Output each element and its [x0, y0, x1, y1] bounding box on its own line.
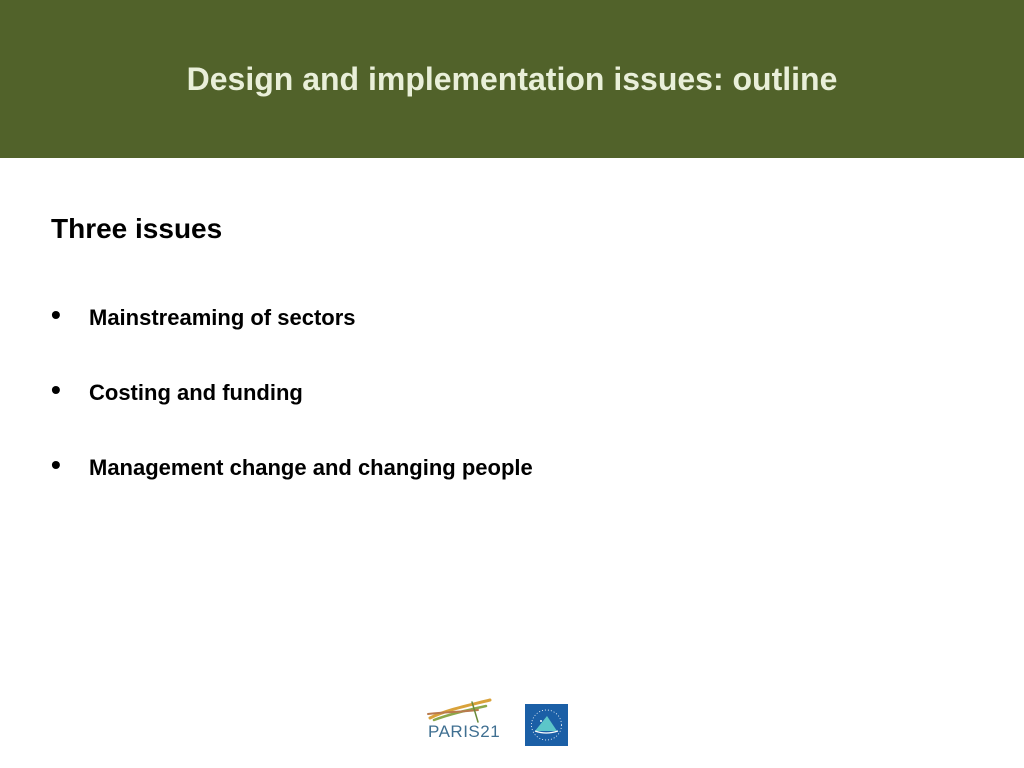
bullet-dot-icon: • — [51, 374, 61, 405]
paris21-logo — [426, 698, 501, 748]
bullet-dot-icon: • — [51, 299, 61, 330]
bullet-list — [51, 300, 533, 525]
slide-title: Design and implementation issues: outline — [186, 61, 838, 97]
paris21-wordmark: PARIS21 — [428, 722, 501, 741]
footer-logos — [0, 696, 1024, 756]
bullet-text: Mainstreaming of sectors — [89, 305, 356, 330]
bullet-item — [51, 300, 533, 375]
bullet-text: Management change and changing people — [89, 455, 533, 480]
bullet-dot-icon: • — [51, 449, 61, 480]
section-heading: Three issues — [51, 213, 223, 244]
paris21-swoosh-icon — [426, 698, 498, 724]
title-banner — [0, 0, 1024, 158]
bullet-item — [51, 375, 533, 450]
spc-logo — [525, 704, 568, 746]
bullet-text: Costing and funding — [89, 380, 303, 405]
bullet-item — [51, 450, 533, 525]
spc-emblem-icon — [525, 704, 568, 746]
